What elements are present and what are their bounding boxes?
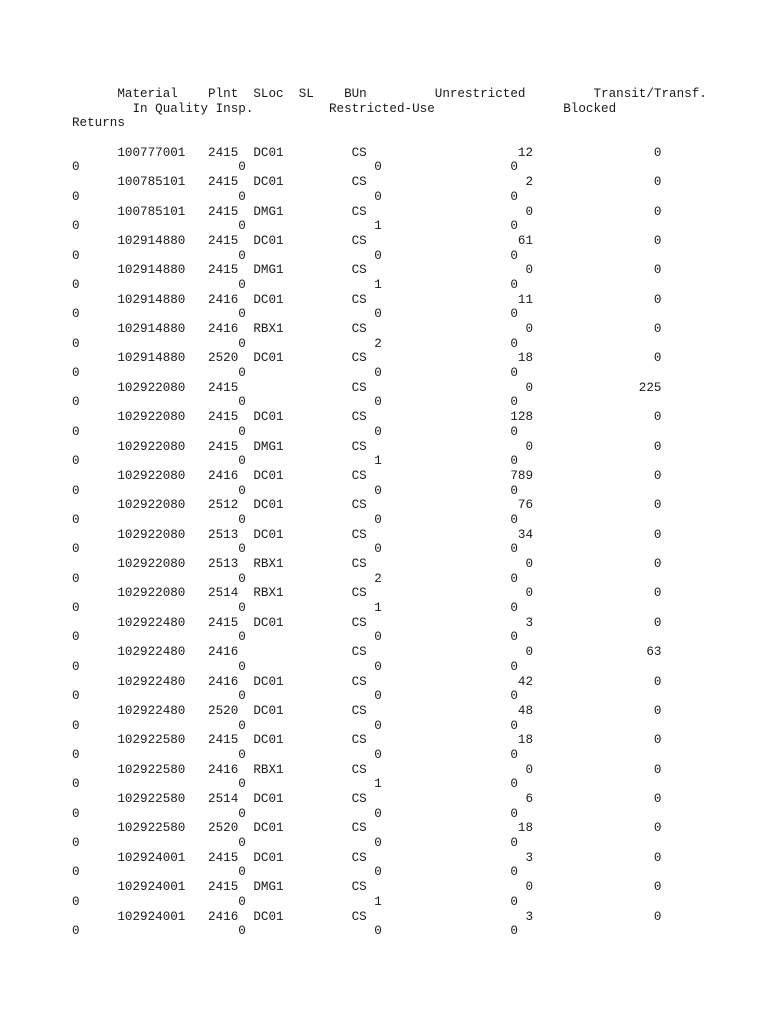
table-row-line-2: 0 0 1 0 bbox=[72, 219, 518, 234]
table-row-line-2: 0 0 0 0 bbox=[72, 366, 518, 381]
table-row-line-1: 102922480 2416 DC01 CS 42 0 bbox=[72, 674, 662, 689]
table-row-line-2: 0 0 1 0 bbox=[72, 777, 518, 792]
table-row-line-1: 102922080 2415 DC01 CS 128 0 bbox=[72, 410, 662, 425]
table-row-line-2: 0 0 0 0 bbox=[72, 424, 518, 439]
stock-rows bbox=[72, 146, 707, 939]
header-line-2: In Quality Insp. Restricted-Use Blocked bbox=[72, 101, 617, 116]
table-row-line-1: 102922080 2415 CS 0 225 bbox=[72, 380, 662, 395]
table-row-line-2: 0 0 0 0 bbox=[72, 747, 518, 762]
table-row-line-1: 102922480 2416 CS 0 63 bbox=[72, 645, 662, 660]
table-row-line-1: 102922580 2416 RBX1 CS 0 0 bbox=[72, 762, 662, 777]
table-row-line-2: 0 0 0 0 bbox=[72, 542, 518, 557]
table-row-line-1: 102922480 2520 DC01 CS 48 0 bbox=[72, 703, 662, 718]
table-row-line-1: 102922080 2514 RBX1 CS 0 0 bbox=[72, 586, 662, 601]
table-row-line-2: 0 0 0 0 bbox=[72, 689, 518, 704]
table-row-line-2: 0 0 0 0 bbox=[72, 718, 518, 733]
table-row-line-1: 102922580 2514 DC01 CS 6 0 bbox=[72, 792, 662, 806]
table-row-line-2: 0 0 0 0 bbox=[72, 659, 518, 674]
table-row-line-2: 0 0 0 0 bbox=[72, 483, 518, 498]
table-row-line-1: 102922580 2415 DC01 CS 18 0 bbox=[72, 733, 662, 748]
table-row-line-2: 0 0 0 0 bbox=[72, 836, 518, 851]
table-row-line-2: 0 0 1 0 bbox=[72, 894, 518, 909]
table-row-line-1: 102924001 2415 DMG1 CS 0 0 bbox=[72, 880, 662, 895]
table-row-line-2: 0 0 0 0 bbox=[72, 512, 518, 527]
table-row-line-1: 102924001 2415 DC01 CS 3 0 bbox=[72, 850, 662, 865]
header-line-1: Material Plnt SLoc SL BUn Unrestricted Transit/Transf. bbox=[72, 87, 707, 101]
table-row-line-2: 0 0 0 0 bbox=[72, 307, 518, 322]
table-row-line-1: 102922080 2513 DC01 CS 34 0 bbox=[72, 527, 662, 542]
table-row-line-2: 0 0 0 0 bbox=[72, 924, 518, 939]
table-row-line-1: 102914880 2416 RBX1 CS 0 0 bbox=[72, 322, 662, 336]
header-line-3: Returns bbox=[72, 116, 125, 131]
table-row-line-2: 0 0 0 0 bbox=[72, 248, 518, 263]
table-row-line-1: 102922580 2520 DC01 CS 18 0 bbox=[72, 821, 662, 836]
table-row-line-1: 102914880 2416 DC01 CS 11 0 bbox=[72, 292, 662, 307]
table-row-line-2: 0 0 1 0 bbox=[72, 277, 518, 292]
table-row-line-2: 0 0 2 0 bbox=[72, 571, 518, 586]
table-row-line-1: 100777001 2415 DC01 CS 12 0 bbox=[72, 145, 662, 160]
table-row-line-1: 102922080 2416 DC01 CS 789 0 bbox=[72, 468, 662, 483]
table-row-line-1: 102922080 2415 DMG1 CS 0 0 bbox=[72, 439, 662, 454]
table-row-line-2: 0 0 0 0 bbox=[72, 806, 518, 821]
table-row-line-2: 0 0 0 0 bbox=[72, 630, 518, 645]
table-row-line-1: 102922080 2513 RBX1 CS 0 0 bbox=[72, 557, 662, 571]
table-row-line-2: 0 0 1 0 bbox=[72, 601, 518, 616]
table-row-line-2: 0 0 0 0 bbox=[72, 395, 518, 410]
table-row-line-2: 0 0 0 0 bbox=[72, 865, 518, 880]
table-row-line-2: 0 0 0 0 bbox=[72, 160, 518, 175]
table-row-line-2: 0 0 1 0 bbox=[72, 454, 518, 469]
blank-line bbox=[72, 131, 707, 146]
table-row-line-1: 102924001 2416 DC01 CS 3 0 bbox=[72, 909, 662, 924]
table-row-line-1: 102922480 2415 DC01 CS 3 0 bbox=[72, 615, 662, 630]
table-row-line-1: 102922080 2512 DC01 CS 76 0 bbox=[72, 498, 662, 513]
table-row-line-1: 102914880 2415 DC01 CS 61 0 bbox=[72, 233, 662, 248]
table-row-line-1: 102914880 2520 DC01 CS 18 0 bbox=[72, 351, 662, 366]
table-row-line-1: 102914880 2415 DMG1 CS 0 0 bbox=[72, 263, 662, 278]
table-row-line-1: 100785101 2415 DMG1 CS 0 0 bbox=[72, 204, 662, 219]
stock-overview-report bbox=[72, 87, 707, 939]
table-row-line-2: 0 0 0 0 bbox=[72, 189, 518, 204]
table-row-line-1: 100785101 2415 DC01 CS 2 0 bbox=[72, 175, 662, 190]
table-row-line-2: 0 0 2 0 bbox=[72, 336, 518, 351]
